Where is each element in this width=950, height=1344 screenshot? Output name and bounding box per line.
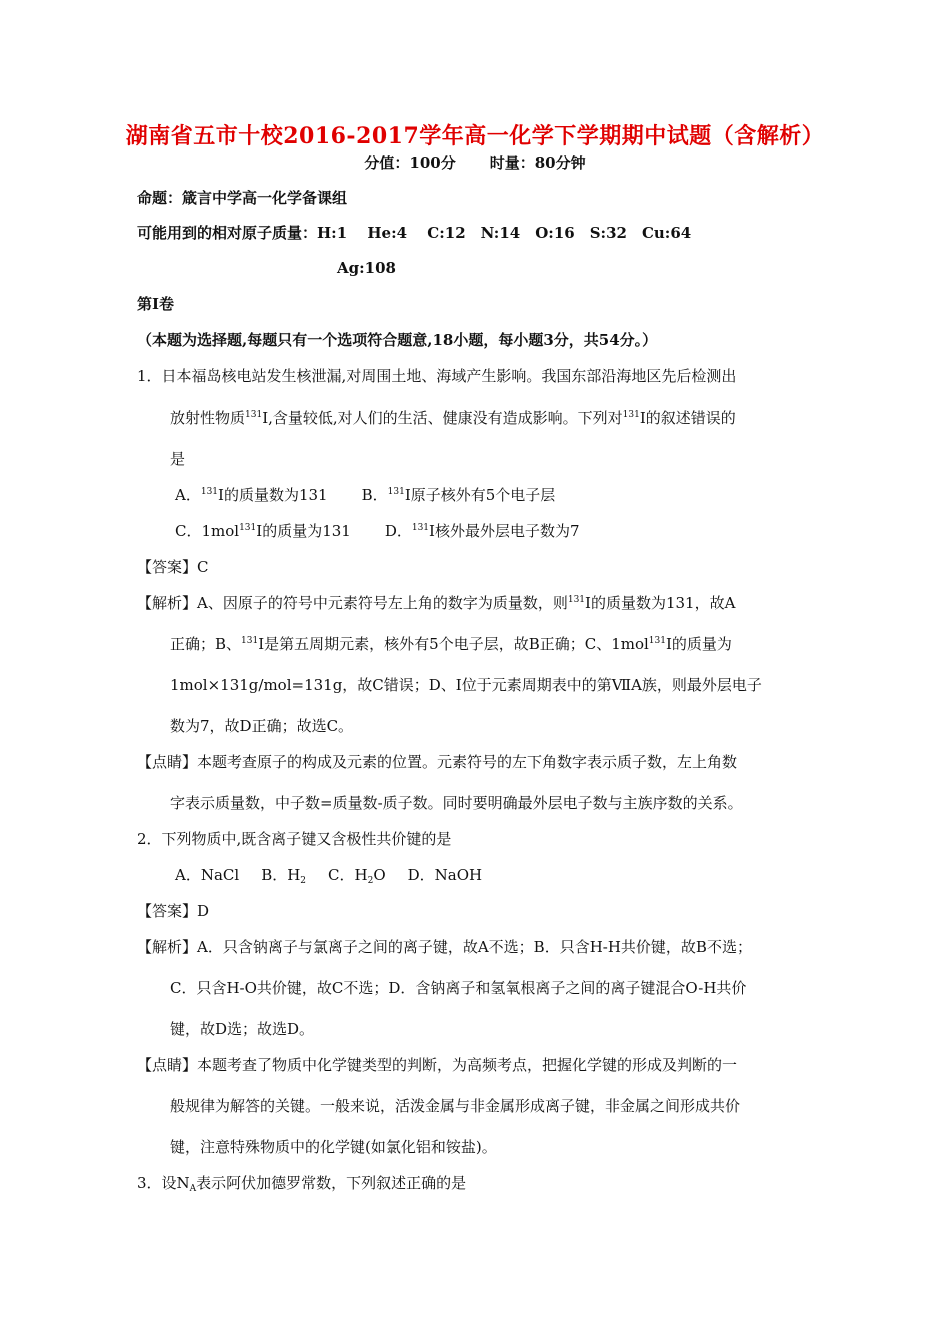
q1-option-d: D．$^{131}$I核外最外层电子数为7 bbox=[384, 522, 580, 540]
q1-options-ab bbox=[175, 485, 555, 505]
q2-explanation-line1: 【解析】A．只含钠离子与氯离子之间的离子键，故A不选；B．只含H-H共价键，故B不选； bbox=[137, 938, 752, 956]
time-label: 时量：80分钟 bbox=[489, 154, 586, 172]
q1-explanation-line2: 正确；B、$^{131}$I是第五周期元素，核外有5个电子层，故B正确；C、1mol$^{131}$I的质量为 bbox=[170, 635, 732, 653]
q1-explanation-line4: 数为7，故D正确；故选C。 bbox=[170, 717, 354, 735]
q1-explanation-line1: 【解析】A、因原子的符号中元素符号左上角的数字为质量数，则$^{131}$I的质量数为131，故A bbox=[137, 594, 736, 612]
q1-tip-line2: 字表示质量数，中子数=质量数-质子数。同时要明确最外层电子数与主族序数的关系。 bbox=[170, 794, 743, 812]
q1-tip-line1: 【点睛】本题考查原子的构成及元素的位置。元素符号的左下角数字表示质子数，左上角数 bbox=[137, 753, 738, 771]
q1-options-cd bbox=[175, 521, 580, 541]
q2-option-a: A．NaCl bbox=[175, 866, 240, 884]
q1-answer: 【答案】C bbox=[137, 558, 209, 576]
q3-stem: 3．设$N_A$表示阿伏加德罗常数，下列叙述正确的是 bbox=[137, 1174, 467, 1194]
q2-option-d: D．NaOH bbox=[407, 866, 483, 884]
q2-option-b: B．$H_2$ bbox=[261, 866, 307, 886]
score-label: 分值：100分 bbox=[364, 154, 456, 172]
q1-stem-line1: 1．日本福岛核电站发生核泄漏,对周围土地、海域产生影响。我国东部沿海地区先后检测出 bbox=[137, 367, 737, 385]
q2-answer: 【答案】D bbox=[137, 902, 210, 920]
document-title: 湖南省五市十校2016-2017学年高一化学下学期期中试题（含解析） bbox=[125, 123, 825, 149]
q1-option-b: B．$^{131}$I原子核外有5个电子层 bbox=[361, 486, 556, 504]
q1-explanation-line3: 1mol×131g/mol=131g，故C错误；D、I位于元素周期表中的第ⅦA族，则最外层电子 bbox=[170, 676, 762, 694]
section-instructions: （本题为选择题,每题只有一个选项符合题意,18小题，每小题3分，共54分。） bbox=[137, 331, 658, 349]
q1-stem-line3: 是 bbox=[170, 450, 186, 468]
q2-options bbox=[175, 865, 482, 885]
exam-info bbox=[0, 152, 950, 173]
atomic-masses-cont: Ag:108 bbox=[337, 259, 396, 277]
q2-tip-line1: 【点睛】本题考查了物质中化学键类型的判断，为高频考点，把握化学键的形成及判断的一 bbox=[137, 1056, 738, 1074]
q1-option-c: C．1mol$^{131}$I的质量为131 bbox=[175, 522, 351, 540]
q2-stem: 2．下列物质中,既含离子键又含极性共价键的是 bbox=[137, 830, 452, 848]
q1-option-a: A．$^{131}$I的质量数为131 bbox=[175, 486, 328, 504]
q2-explanation-line3: 键，故D选；故选D。 bbox=[170, 1020, 315, 1038]
q2-tip-line2: 般规律为解答的关键。一般来说，活泼金属与非金属形成离子键，非金属之间形成共价 bbox=[170, 1097, 741, 1115]
q1-stem-line2: 放射性物质$^{131}$I,含量较低,对人们的生活、健康没有造成影响。下列对$^{131}$I的叙述错误的 bbox=[170, 409, 736, 427]
q2-tip-line3: 键，注意特殊物质中的化学键(如氯化铝和铵盐)。 bbox=[170, 1138, 497, 1156]
atomic-masses: 可能用到的相对原子质量：H:1 He:4 C:12 N:14 O:16 S:32 Cu:64 bbox=[137, 224, 692, 242]
q2-explanation-line2: C．只含H-O共价键，故C不选；D．含钠离子和氢氧根离子之间的离子键混合O-H共价 bbox=[170, 979, 747, 997]
q2-option-c: C．$H_2O$ bbox=[328, 866, 386, 886]
section-title: 第Ⅰ卷 bbox=[137, 295, 175, 313]
author-line: 命题：箴言中学高一化学备课组 bbox=[137, 189, 348, 207]
